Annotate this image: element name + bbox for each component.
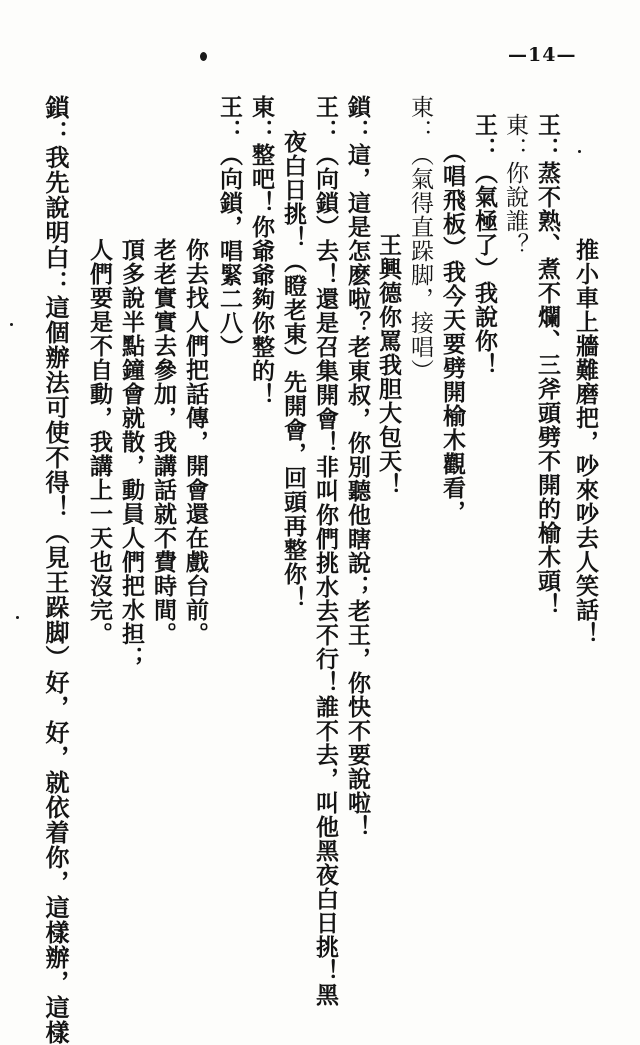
ink-speck bbox=[16, 616, 19, 619]
text-column-9: 王：（向鎖）去！還是召集開會！非叫你們挑水去不行！誰不去，叫他黑夜白日挑！黑 bbox=[312, 95, 339, 1007]
text-column-7: 王興德你罵我胆大包天！ bbox=[375, 233, 402, 497]
text-column-2: 王：蒸不熟、煮不爛、三斧頭劈不開的榆木頭！ bbox=[534, 113, 561, 617]
text-column-11: 東：整吧！你爺爺夠你整的！ bbox=[248, 95, 275, 407]
text-column-12: 王：（向鎖，唱緊二八） bbox=[216, 95, 243, 359]
text-column-10: 夜白日挑！（瞪老東）先開會，回頭再整你！ bbox=[280, 130, 307, 610]
text-column-1: 推小車上牆難磨把，吵來吵去人笑話！ bbox=[572, 238, 599, 646]
text-column-16: 人們要是不自動，我講上一天也沒完。 bbox=[86, 238, 113, 646]
text-column-13: 你去找人們把話傳，開會還在戲台前。 bbox=[182, 238, 209, 646]
text-column-5: （唱飛板）我今天要劈開榆木觀看， bbox=[439, 140, 466, 524]
page-number: —14— bbox=[508, 44, 577, 66]
ink-speck bbox=[10, 323, 13, 326]
text-column-8: 鎖：這，這是怎麽啦？老東叔，你別聽他瞎說；老王，你快不要說啦！ bbox=[344, 95, 371, 839]
text-column-3: 東：你說誰？ bbox=[502, 113, 528, 257]
ink-blot bbox=[200, 52, 207, 61]
ink-speck bbox=[578, 150, 581, 153]
text-column-6: 東：（氣得直跺脚，接唱） bbox=[407, 95, 433, 383]
text-column-15: 頂多說半點鐘會就散，動員人們把水担； bbox=[118, 238, 145, 670]
text-column-14: 老老實實去參加，我講話就不費時間。 bbox=[150, 238, 177, 646]
text-column-4: 王：（氣極了）我說你！ bbox=[471, 113, 498, 377]
text-column-17: 鎖：我先說明白：這個辦法可使不得！（見王跺脚）好，好，就依着你，這樣辦，這樣 bbox=[41, 95, 70, 1045]
